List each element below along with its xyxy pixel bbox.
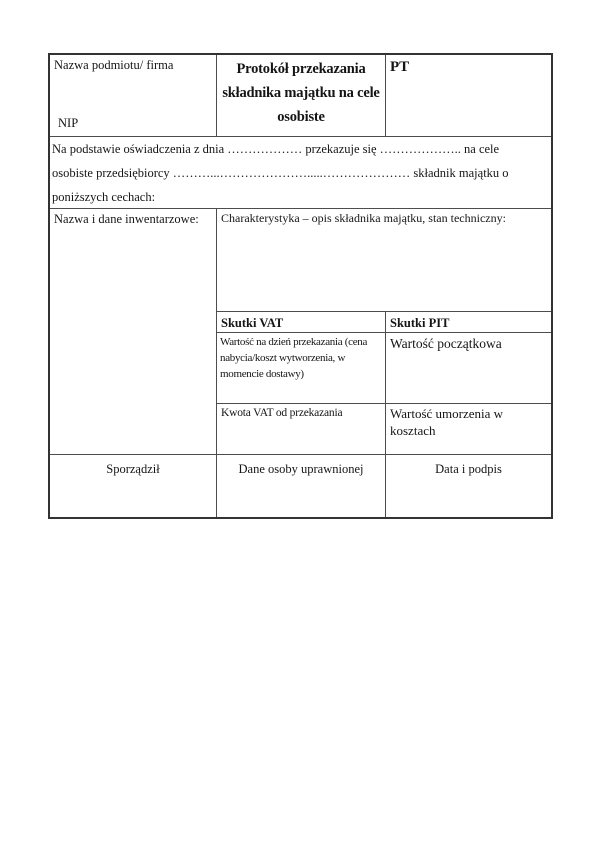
intro-paragraph [50,137,551,209]
asset-description-cell: Charakterystyka – opis składnika majątku, stan techniczny: [217,209,551,312]
intro-line-3: poniższych cechach: [52,190,156,204]
date-signature-cell: Data i podpis [435,462,502,476]
asset-transfer-protocol-form [48,53,553,519]
intro-line-2: osobiste przedsiębiorcy ………...………………….....………………… składnik majątku o [52,166,509,180]
authorized-person-cell: Dane osoby uprawnionej [217,455,386,517]
document-symbol: PT [386,55,551,137]
nip-label: NIP [58,115,79,130]
asset-name-inventory-cell: Nazwa i dane inwentarzowe: [50,209,217,455]
entity-name-cell [50,55,217,137]
vat-effects-header: Skutki VAT [217,312,386,333]
pit-amortization-cell: Wartość umorzenia w kosztach [386,404,551,455]
entity-name-label: Nazwa podmiotu/ firma [54,58,174,72]
document-title: Protokół przekazania składnika majątku na cele osobiste [217,55,386,137]
pit-effects-header: Skutki PIT [386,312,551,333]
vat-amount-cell: Kwota VAT od przekazania [217,404,386,455]
pit-initial-value-cell: Wartość początkowa [386,333,551,404]
intro-line-1: Na podstawie oświadczenia z dnia ……………… przekazuje się ……………….. na cele [52,142,500,156]
prepared-by-cell: Sporządził [50,455,217,517]
vat-transfer-value-cell: Wartość na dzień przekazania (cena nabycia/koszt wytworzenia, w momencie dostawy) [217,333,386,404]
